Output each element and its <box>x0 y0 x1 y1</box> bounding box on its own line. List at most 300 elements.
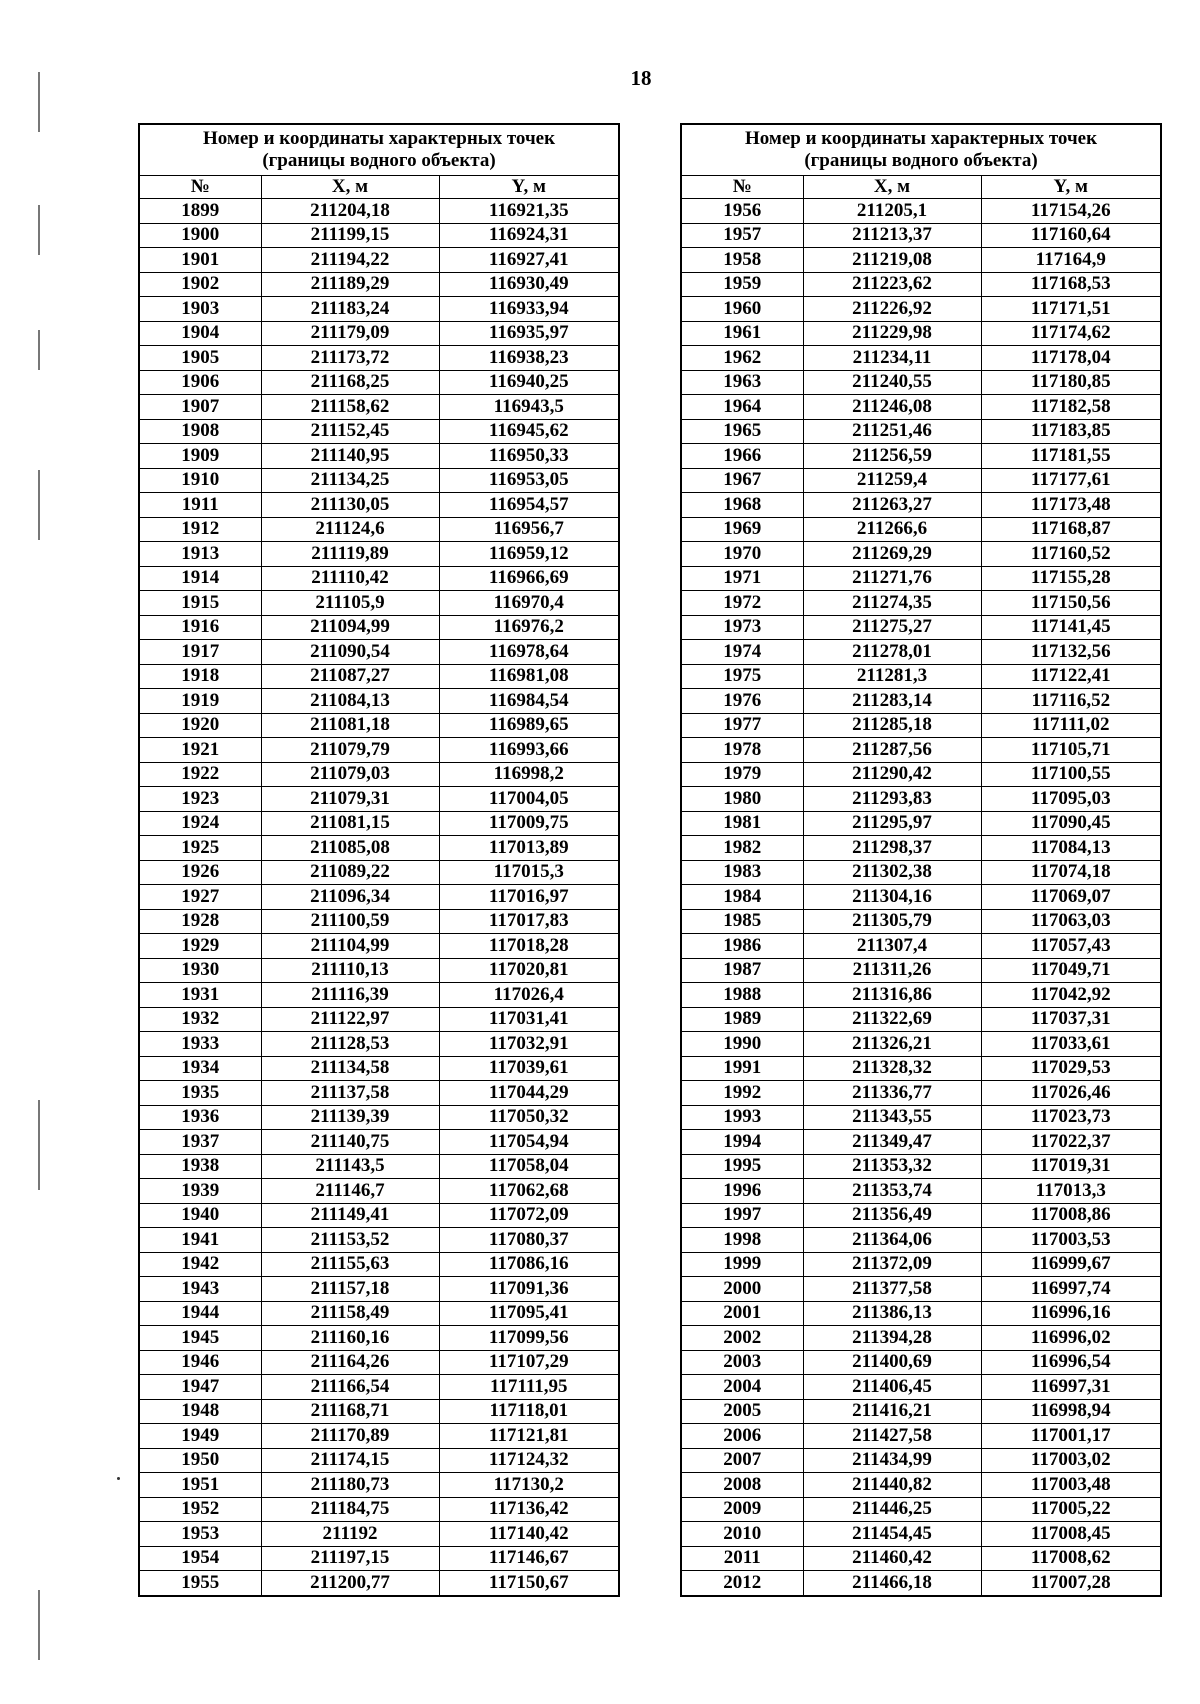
table-row <box>139 1081 619 1106</box>
table-row <box>681 419 1161 444</box>
cell-y-coordinate: 117054,94 <box>439 1130 619 1155</box>
table-row <box>139 370 619 395</box>
table-row <box>681 1179 1161 1204</box>
cell-x-coordinate: 211290,42 <box>803 762 981 787</box>
cell-y-coordinate: 117095,03 <box>981 787 1161 812</box>
cell-point-number: 1986 <box>681 934 803 959</box>
cell-x-coordinate: 211400,69 <box>803 1350 981 1375</box>
table-row <box>681 762 1161 787</box>
cell-point-number: 1945 <box>139 1326 261 1351</box>
cell-y-coordinate: 117007,28 <box>981 1571 1161 1596</box>
table-row <box>139 199 619 224</box>
cell-y-coordinate: 117058,04 <box>439 1154 619 1179</box>
cell-point-number: 1957 <box>681 223 803 248</box>
table-row <box>681 199 1161 224</box>
table-row <box>681 1326 1161 1351</box>
cell-x-coordinate: 211153,52 <box>261 1228 439 1253</box>
cell-y-coordinate: 117180,85 <box>981 370 1161 395</box>
cell-point-number: 1999 <box>681 1252 803 1277</box>
cell-x-coordinate: 211081,15 <box>261 811 439 836</box>
cell-y-coordinate: 117111,95 <box>439 1375 619 1400</box>
table-row <box>681 1546 1161 1571</box>
cell-point-number: 1974 <box>681 640 803 665</box>
cell-point-number: 1941 <box>139 1228 261 1253</box>
cell-y-coordinate: 117086,16 <box>439 1252 619 1277</box>
cell-y-coordinate: 117084,13 <box>981 836 1161 861</box>
table-row <box>681 517 1161 542</box>
cell-x-coordinate: 211311,26 <box>803 958 981 983</box>
cell-y-coordinate: 117107,29 <box>439 1350 619 1375</box>
cell-point-number: 1924 <box>139 811 261 836</box>
cell-point-number: 1972 <box>681 591 803 616</box>
table-title-line2: (границы водного объекта) <box>262 150 496 171</box>
cell-y-coordinate: 117124,32 <box>439 1448 619 1473</box>
cell-x-coordinate: 211140,75 <box>261 1130 439 1155</box>
cell-y-coordinate: 117069,07 <box>981 885 1161 910</box>
cell-y-coordinate: 117074,18 <box>981 860 1161 885</box>
cell-x-coordinate: 211226,92 <box>803 297 981 322</box>
table-row <box>681 591 1161 616</box>
table-row <box>681 1497 1161 1522</box>
cell-point-number: 1938 <box>139 1154 261 1179</box>
table-row <box>139 1375 619 1400</box>
cell-x-coordinate: 211110,42 <box>261 566 439 591</box>
table-title-line1: Номер и координаты характерных точек <box>202 128 556 149</box>
cell-x-coordinate: 211454,45 <box>803 1522 981 1547</box>
table-row <box>139 885 619 910</box>
cell-point-number: 1993 <box>681 1105 803 1130</box>
cell-x-coordinate: 211416,21 <box>803 1399 981 1424</box>
cell-x-coordinate: 211130,05 <box>261 493 439 518</box>
cell-x-coordinate: 211322,69 <box>803 1007 981 1032</box>
cell-point-number: 1949 <box>139 1424 261 1449</box>
cell-y-coordinate: 116950,33 <box>439 444 619 469</box>
table-row <box>139 860 619 885</box>
cell-y-coordinate: 117004,05 <box>439 787 619 812</box>
cell-y-coordinate: 117018,28 <box>439 934 619 959</box>
cell-y-coordinate: 116989,65 <box>439 713 619 738</box>
cell-point-number: 2003 <box>681 1350 803 1375</box>
cell-point-number: 1975 <box>681 664 803 689</box>
table-row <box>139 1473 619 1498</box>
table-row <box>139 419 619 444</box>
cell-y-coordinate: 117015,3 <box>439 860 619 885</box>
table-row <box>139 934 619 959</box>
cell-x-coordinate: 211295,97 <box>803 811 981 836</box>
cell-x-coordinate: 211440,82 <box>803 1473 981 1498</box>
cell-x-coordinate: 211377,58 <box>803 1277 981 1302</box>
table-row <box>681 1154 1161 1179</box>
cell-y-coordinate: 116940,25 <box>439 370 619 395</box>
table-row <box>681 860 1161 885</box>
table-row <box>681 958 1161 983</box>
cell-point-number: 1991 <box>681 1056 803 1081</box>
cell-x-coordinate: 211184,75 <box>261 1497 439 1522</box>
cell-x-coordinate: 211079,79 <box>261 738 439 763</box>
cell-x-coordinate: 211275,27 <box>803 615 981 640</box>
cell-point-number: 1976 <box>681 689 803 714</box>
cell-point-number: 1961 <box>681 321 803 346</box>
cell-point-number: 1982 <box>681 836 803 861</box>
cell-point-number: 1962 <box>681 346 803 371</box>
cell-point-number: 1902 <box>139 272 261 297</box>
table-row <box>681 1571 1161 1596</box>
cell-point-number: 1903 <box>139 297 261 322</box>
cell-point-number: 1985 <box>681 909 803 934</box>
table-row <box>139 248 619 273</box>
cell-x-coordinate: 211446,25 <box>803 1497 981 1522</box>
cell-y-coordinate: 117080,37 <box>439 1228 619 1253</box>
page-number: 18 <box>630 66 652 90</box>
cell-y-coordinate: 116933,94 <box>439 297 619 322</box>
cell-y-coordinate: 117100,55 <box>981 762 1161 787</box>
cell-y-coordinate: 117177,61 <box>981 468 1161 493</box>
cell-y-coordinate: 117009,75 <box>439 811 619 836</box>
cell-point-number: 1927 <box>139 885 261 910</box>
table-row <box>139 1350 619 1375</box>
cell-point-number: 1907 <box>139 395 261 420</box>
cell-x-coordinate: 211094,99 <box>261 615 439 640</box>
column-header-y: Y, м <box>981 176 1161 199</box>
cell-x-coordinate: 211427,58 <box>803 1424 981 1449</box>
table-row <box>681 1277 1161 1302</box>
table-row <box>139 542 619 567</box>
table-row <box>139 1326 619 1351</box>
cell-y-coordinate: 117013,3 <box>981 1179 1161 1204</box>
cell-x-coordinate: 211149,41 <box>261 1203 439 1228</box>
table-row <box>681 1301 1161 1326</box>
cell-x-coordinate: 211087,27 <box>261 664 439 689</box>
cell-y-coordinate: 117168,87 <box>981 517 1161 542</box>
cell-y-coordinate: 117063,03 <box>981 909 1161 934</box>
cell-y-coordinate: 117146,67 <box>439 1546 619 1571</box>
table-row <box>681 1350 1161 1375</box>
table-row <box>139 640 619 665</box>
cell-y-coordinate: 117095,41 <box>439 1301 619 1326</box>
cell-x-coordinate: 211134,25 <box>261 468 439 493</box>
cell-y-coordinate: 117003,48 <box>981 1473 1161 1498</box>
table-row <box>139 493 619 518</box>
cell-point-number: 1926 <box>139 860 261 885</box>
table-row <box>681 1007 1161 1032</box>
cell-x-coordinate: 211434,99 <box>803 1448 981 1473</box>
cell-y-coordinate: 117178,04 <box>981 346 1161 371</box>
cell-point-number: 1900 <box>139 223 261 248</box>
cell-y-coordinate: 116984,54 <box>439 689 619 714</box>
cell-x-coordinate: 211386,13 <box>803 1301 981 1326</box>
cell-point-number: 1944 <box>139 1301 261 1326</box>
cell-point-number: 1969 <box>681 517 803 542</box>
table-title <box>681 124 1161 176</box>
table-row <box>681 1081 1161 1106</box>
cell-y-coordinate: 117042,92 <box>981 983 1161 1008</box>
cell-x-coordinate: 211343,55 <box>803 1105 981 1130</box>
cell-y-coordinate: 117023,73 <box>981 1105 1161 1130</box>
cell-y-coordinate: 117132,56 <box>981 640 1161 665</box>
cell-point-number: 1910 <box>139 468 261 493</box>
cell-point-number: 1988 <box>681 983 803 1008</box>
cell-x-coordinate: 211364,06 <box>803 1228 981 1253</box>
cell-y-coordinate: 116921,35 <box>439 199 619 224</box>
cell-point-number: 1920 <box>139 713 261 738</box>
cell-point-number: 1935 <box>139 1081 261 1106</box>
cell-x-coordinate: 211122,97 <box>261 1007 439 1032</box>
cell-point-number: 1933 <box>139 1032 261 1057</box>
cell-x-coordinate: 211173,72 <box>261 346 439 371</box>
table-row <box>139 958 619 983</box>
cell-y-coordinate: 117050,32 <box>439 1105 619 1130</box>
cell-y-coordinate: 117031,41 <box>439 1007 619 1032</box>
cell-x-coordinate: 211168,25 <box>261 370 439 395</box>
table-row <box>681 1130 1161 1155</box>
cell-y-coordinate: 116954,57 <box>439 493 619 518</box>
cell-y-coordinate: 116943,5 <box>439 395 619 420</box>
cell-x-coordinate: 211205,1 <box>803 199 981 224</box>
cell-x-coordinate: 211157,18 <box>261 1277 439 1302</box>
cell-x-coordinate: 211197,15 <box>261 1546 439 1571</box>
cell-point-number: 2005 <box>681 1399 803 1424</box>
table-row <box>139 395 619 420</box>
cell-point-number: 1952 <box>139 1497 261 1522</box>
column-header-y: Y, м <box>439 176 619 199</box>
cell-y-coordinate: 116999,67 <box>981 1252 1161 1277</box>
table-row <box>139 1203 619 1228</box>
table-row <box>139 1546 619 1571</box>
cell-y-coordinate: 117174,62 <box>981 321 1161 346</box>
cell-point-number: 1994 <box>681 1130 803 1155</box>
cell-point-number: 1916 <box>139 615 261 640</box>
table-row <box>681 248 1161 273</box>
cell-x-coordinate: 211137,58 <box>261 1081 439 1106</box>
cell-x-coordinate: 211204,18 <box>261 199 439 224</box>
table-row <box>681 811 1161 836</box>
cell-y-coordinate: 117182,58 <box>981 395 1161 420</box>
cell-y-coordinate: 116927,41 <box>439 248 619 273</box>
cell-point-number: 1970 <box>681 542 803 567</box>
cell-x-coordinate: 211219,08 <box>803 248 981 273</box>
cell-x-coordinate: 211160,16 <box>261 1326 439 1351</box>
table-row <box>139 1424 619 1449</box>
table-row <box>139 444 619 469</box>
cell-y-coordinate: 117154,26 <box>981 199 1161 224</box>
table-row <box>681 689 1161 714</box>
cell-point-number: 1950 <box>139 1448 261 1473</box>
table-row <box>139 787 619 812</box>
cell-point-number: 1968 <box>681 493 803 518</box>
cell-y-coordinate: 117099,56 <box>439 1326 619 1351</box>
table-body <box>139 199 619 1596</box>
coordinates-table-left <box>138 123 620 1597</box>
cell-x-coordinate: 211240,55 <box>803 370 981 395</box>
cell-x-coordinate: 211200,77 <box>261 1571 439 1596</box>
cell-x-coordinate: 211283,14 <box>803 689 981 714</box>
table-row <box>681 934 1161 959</box>
cell-x-coordinate: 211179,09 <box>261 321 439 346</box>
cell-y-coordinate: 116996,16 <box>981 1301 1161 1326</box>
cell-y-coordinate: 117160,52 <box>981 542 1161 567</box>
table-row <box>681 468 1161 493</box>
table-row <box>139 762 619 787</box>
cell-x-coordinate: 211269,29 <box>803 542 981 567</box>
cell-x-coordinate: 211100,59 <box>261 909 439 934</box>
cell-point-number: 2004 <box>681 1375 803 1400</box>
table-row <box>139 1571 619 1596</box>
cell-x-coordinate: 211105,9 <box>261 591 439 616</box>
cell-x-coordinate: 211328,32 <box>803 1056 981 1081</box>
cell-y-coordinate: 116959,12 <box>439 542 619 567</box>
cell-x-coordinate: 211293,83 <box>803 787 981 812</box>
cell-point-number: 1934 <box>139 1056 261 1081</box>
cell-point-number: 1901 <box>139 248 261 273</box>
cell-y-coordinate: 116966,69 <box>439 566 619 591</box>
cell-x-coordinate: 211229,98 <box>803 321 981 346</box>
cell-y-coordinate: 117017,83 <box>439 909 619 934</box>
cell-x-coordinate: 211349,47 <box>803 1130 981 1155</box>
cell-point-number: 2008 <box>681 1473 803 1498</box>
cell-x-coordinate: 211079,03 <box>261 762 439 787</box>
cell-point-number: 1930 <box>139 958 261 983</box>
cell-point-number: 1990 <box>681 1032 803 1057</box>
cell-y-coordinate: 117121,81 <box>439 1424 619 1449</box>
cell-y-coordinate: 117173,48 <box>981 493 1161 518</box>
cell-point-number: 1965 <box>681 419 803 444</box>
cell-x-coordinate: 211256,59 <box>803 444 981 469</box>
table-row <box>681 1105 1161 1130</box>
table-row <box>681 885 1161 910</box>
cell-point-number: 1963 <box>681 370 803 395</box>
table-row <box>681 738 1161 763</box>
cell-x-coordinate: 211110,13 <box>261 958 439 983</box>
table-row <box>139 1105 619 1130</box>
table-row <box>681 909 1161 934</box>
table-row <box>681 1056 1161 1081</box>
table-row <box>681 1032 1161 1057</box>
table-row <box>681 1203 1161 1228</box>
cell-x-coordinate: 211460,42 <box>803 1546 981 1571</box>
table-row <box>681 664 1161 689</box>
cell-y-coordinate: 117072,09 <box>439 1203 619 1228</box>
cell-y-coordinate: 117032,91 <box>439 1032 619 1057</box>
cell-x-coordinate: 211246,08 <box>803 395 981 420</box>
table-row <box>681 640 1161 665</box>
cell-point-number: 1918 <box>139 664 261 689</box>
cell-point-number: 1998 <box>681 1228 803 1253</box>
cell-point-number: 1973 <box>681 615 803 640</box>
cell-x-coordinate: 211302,38 <box>803 860 981 885</box>
table-row <box>681 1448 1161 1473</box>
cell-y-coordinate: 116945,62 <box>439 419 619 444</box>
cell-x-coordinate: 211278,01 <box>803 640 981 665</box>
cell-y-coordinate: 117140,42 <box>439 1522 619 1547</box>
cell-y-coordinate: 117003,53 <box>981 1228 1161 1253</box>
cell-y-coordinate: 117164,9 <box>981 248 1161 273</box>
cell-point-number: 1932 <box>139 1007 261 1032</box>
cell-x-coordinate: 211089,22 <box>261 860 439 885</box>
table-body <box>681 199 1161 1596</box>
cell-point-number: 1904 <box>139 321 261 346</box>
cell-point-number: 1956 <box>681 199 803 224</box>
cell-point-number: 1967 <box>681 468 803 493</box>
cell-point-number: 2001 <box>681 1301 803 1326</box>
cell-point-number: 1959 <box>681 272 803 297</box>
table-row <box>681 1473 1161 1498</box>
table-row <box>139 811 619 836</box>
cell-point-number: 2011 <box>681 1546 803 1571</box>
cell-x-coordinate: 211281,3 <box>803 664 981 689</box>
cell-y-coordinate: 117039,61 <box>439 1056 619 1081</box>
cell-x-coordinate: 211139,39 <box>261 1105 439 1130</box>
cell-point-number: 1947 <box>139 1375 261 1400</box>
cell-y-coordinate: 116978,64 <box>439 640 619 665</box>
cell-point-number: 1995 <box>681 1154 803 1179</box>
cell-point-number: 1966 <box>681 444 803 469</box>
table-row <box>681 1375 1161 1400</box>
cell-y-coordinate: 116993,66 <box>439 738 619 763</box>
cell-x-coordinate: 211164,26 <box>261 1350 439 1375</box>
cell-y-coordinate: 117029,53 <box>981 1056 1161 1081</box>
cell-point-number: 1929 <box>139 934 261 959</box>
cell-point-number: 1899 <box>139 199 261 224</box>
cell-x-coordinate: 211152,45 <box>261 419 439 444</box>
cell-y-coordinate: 116935,97 <box>439 321 619 346</box>
cell-x-coordinate: 211259,4 <box>803 468 981 493</box>
cell-y-coordinate: 117090,45 <box>981 811 1161 836</box>
cell-point-number: 1955 <box>139 1571 261 1596</box>
cell-x-coordinate: 211285,18 <box>803 713 981 738</box>
cell-y-coordinate: 117008,45 <box>981 1522 1161 1547</box>
cell-y-coordinate: 117005,22 <box>981 1497 1161 1522</box>
cell-y-coordinate: 117019,31 <box>981 1154 1161 1179</box>
cell-x-coordinate: 211158,49 <box>261 1301 439 1326</box>
cell-y-coordinate: 117008,62 <box>981 1546 1161 1571</box>
cell-point-number: 2010 <box>681 1522 803 1547</box>
cell-x-coordinate: 211128,53 <box>261 1032 439 1057</box>
cell-y-coordinate: 117091,36 <box>439 1277 619 1302</box>
table-row <box>139 664 619 689</box>
cell-point-number: 1915 <box>139 591 261 616</box>
table-row <box>681 1228 1161 1253</box>
cell-point-number: 1939 <box>139 1179 261 1204</box>
table-row <box>681 444 1161 469</box>
table-row <box>681 787 1161 812</box>
cell-x-coordinate: 211251,46 <box>803 419 981 444</box>
cell-y-coordinate: 116953,05 <box>439 468 619 493</box>
cell-y-coordinate: 117044,29 <box>439 1081 619 1106</box>
cell-y-coordinate: 117181,55 <box>981 444 1161 469</box>
cell-point-number: 1983 <box>681 860 803 885</box>
cell-x-coordinate: 211372,09 <box>803 1252 981 1277</box>
cell-y-coordinate: 116976,2 <box>439 615 619 640</box>
cell-x-coordinate: 211183,24 <box>261 297 439 322</box>
column-header-number: № <box>139 176 261 199</box>
cell-x-coordinate: 211353,74 <box>803 1179 981 1204</box>
table-row <box>139 713 619 738</box>
table-row <box>139 615 619 640</box>
cell-x-coordinate: 211394,28 <box>803 1326 981 1351</box>
cell-x-coordinate: 211079,31 <box>261 787 439 812</box>
cell-x-coordinate: 211336,77 <box>803 1081 981 1106</box>
table-row <box>681 836 1161 861</box>
cell-point-number: 1905 <box>139 346 261 371</box>
table-row <box>139 1277 619 1302</box>
cell-point-number: 1960 <box>681 297 803 322</box>
table-row <box>139 517 619 542</box>
cell-y-coordinate: 117160,64 <box>981 223 1161 248</box>
cell-x-coordinate: 211155,63 <box>261 1252 439 1277</box>
cell-point-number: 1942 <box>139 1252 261 1277</box>
cell-point-number: 1906 <box>139 370 261 395</box>
table-row <box>681 713 1161 738</box>
